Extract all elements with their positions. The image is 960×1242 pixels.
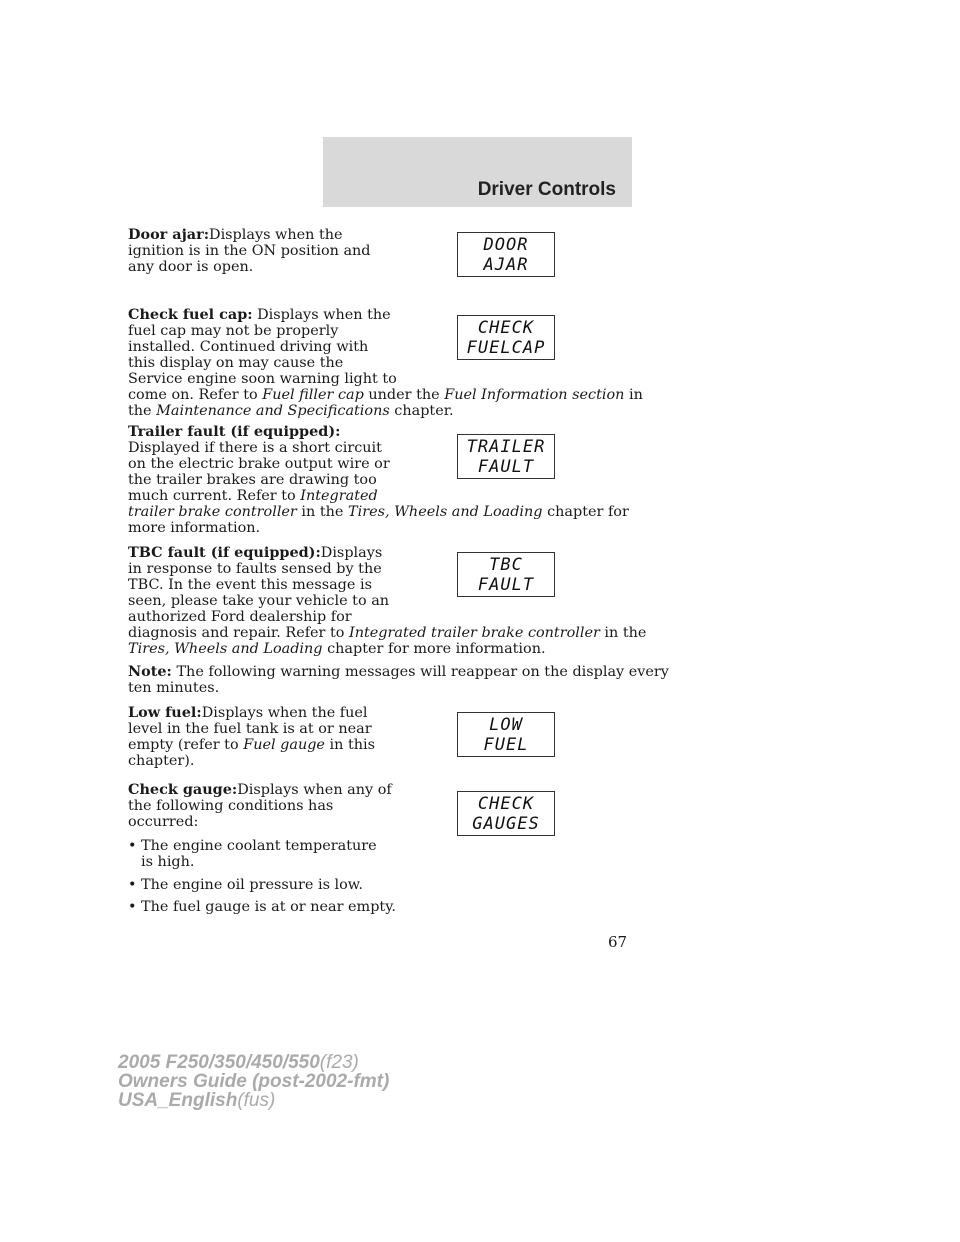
footer-line-1: 2005 F250/350/450/550(f23) bbox=[118, 1052, 359, 1073]
low-fuel-line-1: Low fuel:Displays when the fuel bbox=[128, 704, 368, 721]
trailer-fault-display: TRAILER FAULT bbox=[457, 434, 555, 479]
bullet-dot: • bbox=[128, 877, 137, 893]
fuel-cap-line-1: Check fuel cap: Displays when the bbox=[128, 306, 391, 323]
check-gauge-line-2: the following conditions has bbox=[128, 798, 334, 814]
fuel-cap-line-5: Service engine soon warning light to bbox=[128, 371, 397, 387]
bullet-dot: • bbox=[128, 899, 137, 915]
note-line-1: Note: The following warning messages will reappear on the display every bbox=[128, 663, 669, 680]
door-ajar-line-1: Door ajar:Displays when the bbox=[128, 226, 343, 243]
trailer-fault-line-3: the trailer brakes are drawing too bbox=[128, 472, 377, 488]
check-gauge-display: CHECK GAUGES bbox=[457, 791, 555, 836]
bullet-dot: • bbox=[128, 838, 137, 854]
fuel-cap-line-2: fuel cap may not be properly bbox=[128, 323, 339, 339]
footer-line-3: USA_English(fus) bbox=[118, 1090, 276, 1111]
bullet-item-3: The fuel gauge is at or near empty. bbox=[141, 899, 396, 915]
trailer-fault-line-2: on the electric brake output wire or bbox=[128, 456, 390, 472]
page-number: 67 bbox=[608, 933, 628, 951]
low-fuel-line-2: level in the fuel tank is at or near bbox=[128, 721, 372, 737]
tbc-fault-line-5: diagnosis and repair. Refer to Integrated trailer brake controller in the bbox=[128, 625, 647, 641]
trailer-fault-line-5: trailer brake controller in the Tires, Wheels and Loading chapter for bbox=[128, 504, 629, 520]
check-gauge-line-1: Check gauge:Displays when any of bbox=[128, 781, 392, 798]
bullet-item-1-cont: is high. bbox=[141, 854, 195, 870]
tbc-fault-line-6: Tires, Wheels and Loading chapter for more information. bbox=[128, 641, 546, 657]
section-title: Driver Controls bbox=[477, 179, 616, 200]
door-ajar-line-3: any door is open. bbox=[128, 259, 254, 275]
tbc-fault-line-3: seen, please take your vehicle to an bbox=[128, 593, 390, 609]
low-fuel-line-4: chapter). bbox=[128, 753, 195, 769]
fuel-cap-line-6: come on. Refer to Fuel filler cap under the Fuel Information section in bbox=[128, 387, 643, 403]
bullet-item-2: The engine oil pressure is low. bbox=[141, 877, 363, 893]
fuel-cap-display: CHECK FUELCAP bbox=[457, 315, 555, 360]
trailer-fault-line-1: Displayed if there is a short circuit bbox=[128, 440, 382, 456]
door-ajar-display: DOOR AJAR bbox=[457, 232, 555, 277]
footer bbox=[118, 1053, 389, 1110]
trailer-fault-line-6: more information. bbox=[128, 520, 261, 536]
tbc-fault-line-1: in response to faults sensed by the bbox=[128, 561, 382, 577]
fuel-cap-line-3: installed. Continued driving with bbox=[128, 339, 369, 355]
trailer-fault-line-0: Trailer fault (if equipped): bbox=[128, 423, 341, 440]
footer-line-2: Owners Guide (post-2002-fmt) bbox=[118, 1071, 390, 1092]
fuel-cap-line-4: this display on may cause the bbox=[128, 355, 344, 371]
tbc-fault-line-4: authorized Ford dealership for bbox=[128, 609, 352, 625]
bullet-item-1: The engine coolant temperature bbox=[141, 838, 377, 854]
door-ajar-line-2: ignition is in the ON position and bbox=[128, 243, 371, 259]
tbc-fault-line-0: TBC fault (if equipped):Displays bbox=[128, 544, 383, 561]
check-gauge-line-3: occurred: bbox=[128, 814, 199, 830]
tbc-fault-line-2: TBC. In the event this message is bbox=[128, 577, 372, 593]
header-band bbox=[323, 137, 632, 207]
note-line-2: ten minutes. bbox=[128, 680, 220, 696]
tbc-fault-display: TBC FAULT bbox=[457, 552, 555, 597]
fuel-cap-line-7: the Maintenance and Specifications chapter. bbox=[128, 403, 454, 419]
low-fuel-display: LOW FUEL bbox=[457, 712, 555, 757]
low-fuel-line-3: empty (refer to Fuel gauge in this bbox=[128, 737, 375, 753]
trailer-fault-line-4: much current. Refer to Integrated bbox=[128, 488, 378, 504]
